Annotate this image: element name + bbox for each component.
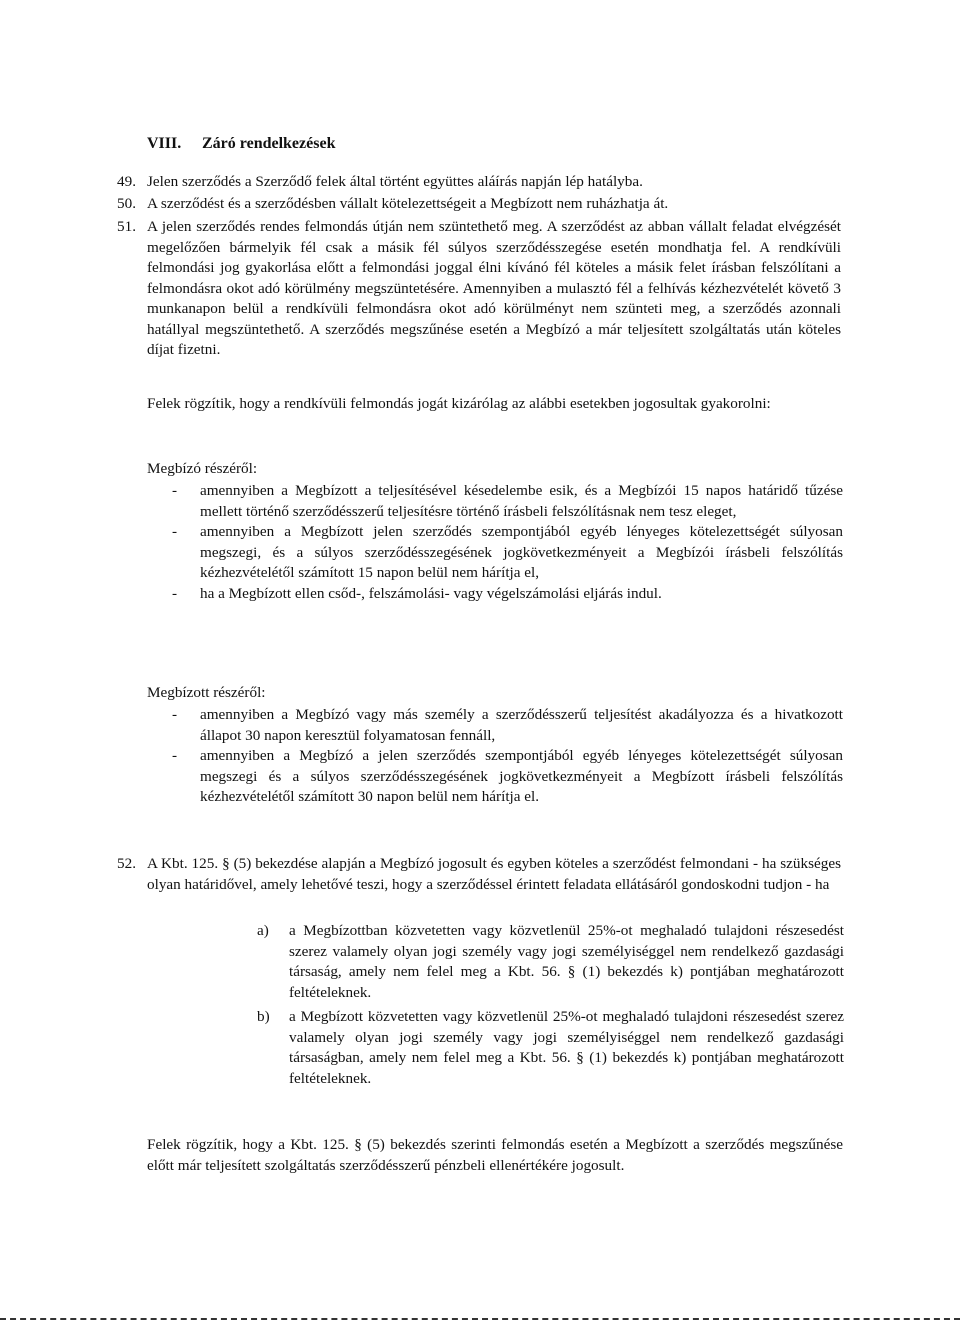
list-item: - amennyiben a Megbízó a jelen szerződés szempontjából egyéb lényeges kötelezettségét súlyosan megszegi és a súlyos szerződésszegésének jogkövetkezményeit a Megbízott írásbeli felszólítás kézhezvételétől számított 30 napon belül nem hárítja el. bbox=[172, 747, 843, 805]
list-item: - amennyiben a Megbízott jelen szerződés szempontjából egyéb lényeges kötelezettségét súlyosan megszegi, és a súlyos szerződésszegésének jogkövetkezményeit a Megbízói írásbeli felszólítás kézhezvételétől számított 15 napon belül nem hárítja el, bbox=[172, 523, 843, 581]
clause-number: 49. bbox=[117, 173, 136, 190]
section-heading bbox=[147, 134, 335, 155]
clause-number: 52. bbox=[117, 855, 136, 872]
clause-text: A szerződést és a szerződésben vállalt kötelezettségeit a Megbízott nem ruházhatja át. bbox=[147, 195, 669, 212]
page-bottom-divider bbox=[0, 1318, 960, 1320]
clause-text: A Kbt. 125. § (5) bekezdése alapján a Megbízó jogosult és egyben köteles a szerződést felmondani - ha szükséges olyan határidővel, amely lehetővé teszi, hogy a szerződéssel érintett feladata ellátásáról gondoskodni tudjon - ha bbox=[147, 855, 841, 893]
list-item: - amennyiben a Megbízott a teljesítésével késedelembe esik, és a Megbízói 15 napos határidő tűzése mellett történő szerződésszerű teljesítésre történő írásbeli felszólításnak nem tesz eleget, bbox=[172, 482, 843, 520]
paragraph-felek-1: Felek rögzítik, hogy a rendkívüli felmondás jogát kizárólag az alábbi esetekben jogosultak gyakorolni: bbox=[147, 395, 771, 412]
section-title: Záró rendelkezések bbox=[202, 135, 336, 152]
clause-number: 51. bbox=[117, 218, 136, 235]
sub-item-b: b) a Megbízott közvetetten vagy közvetlenül 25%-ot meghaladó tulajdoni részesedést szerez valamely olyan jogi személy vagy jogi személyiséggel nem rendelkező gazdasági társaságban, amely nem felel meg a Kbt. 56. § (1) bekezdés k) pontjában meghatározott feltételeknek. bbox=[257, 1008, 844, 1087]
sub-item-marker: b) bbox=[257, 1008, 270, 1025]
clause-51 bbox=[117, 217, 841, 361]
paragraph-felek-2: Felek rögzítik, hogy a Kbt. 125. § (5) bekezdés szerinti felmondás esetén a Megbízott a szerződés megszűnése előtt már teljesített szolgáltatás szerződésszerű pénzbeli ellenértékére jogosult. bbox=[147, 1136, 843, 1174]
sub-item-marker: a) bbox=[257, 922, 269, 939]
megbizott-label: Megbízott részéről: bbox=[147, 684, 266, 701]
section-number: VIII. bbox=[147, 135, 182, 152]
clause-text: Jelen szerződés a Szerződő felek által történt együttes aláírás napján lép hatályba. bbox=[147, 173, 643, 190]
clause-50 bbox=[117, 194, 841, 215]
megbizo-label: Megbízó részéről: bbox=[147, 460, 258, 477]
clause-52-sublist bbox=[257, 921, 844, 1089]
clause-number: 50. bbox=[117, 195, 136, 212]
list-item: - amennyiben a Megbízó vagy más személy a szerződésszerű teljesítést akadályozza és a hivatkozott állapot 30 napon keresztül folyamatosan fennáll, bbox=[172, 706, 843, 744]
clause-text: A jelen szerződés rendes felmondás útján nem szüntethető meg. A szerződést az abban vállalt feladat elvégzését megelőzően bármelyik fél csak a másik fél súlyos szerződésszegése esetén mondhatja fel. A rendkívüli felmondási jog gyakorlása előtt a felmondási joggal élni kívánó fél köteles a másik felet írásban felszólítani a felmondásra okot adó körülmény megszüntetésére. Amennyiben a mulasztó fél a felhívás kézhezvételét követő 3 munkanapon belül a rendkívüli felmondásra okot adó körülményt nem szünteti meg, a szerződés azonnali hatállyal megszüntethető. A szerződés megszűnése esetén a Megbízó a már teljesített szolgáltatás után köteles díjat fizetni. bbox=[147, 218, 841, 358]
sub-item-a: a) a Megbízottban közvetetten vagy közvetlenül 25%-ot meghaladó tulajdoni részesedést szerez valamely olyan jogi személy vagy jogi személyiséggel nem rendelkező gazdasági társaság, amely nem felel meg a Kbt. 56. § (1) bekezdés k) pontjában meghatározott feltételeknek. bbox=[257, 922, 844, 1001]
megbizo-list bbox=[147, 481, 843, 604]
clause-52 bbox=[117, 854, 841, 895]
list-item: - ha a Megbízott ellen csőd-, felszámolási- vagy végelszámolási eljárás indul. bbox=[172, 584, 662, 602]
clause-49 bbox=[117, 172, 841, 193]
megbizott-list bbox=[147, 705, 843, 808]
